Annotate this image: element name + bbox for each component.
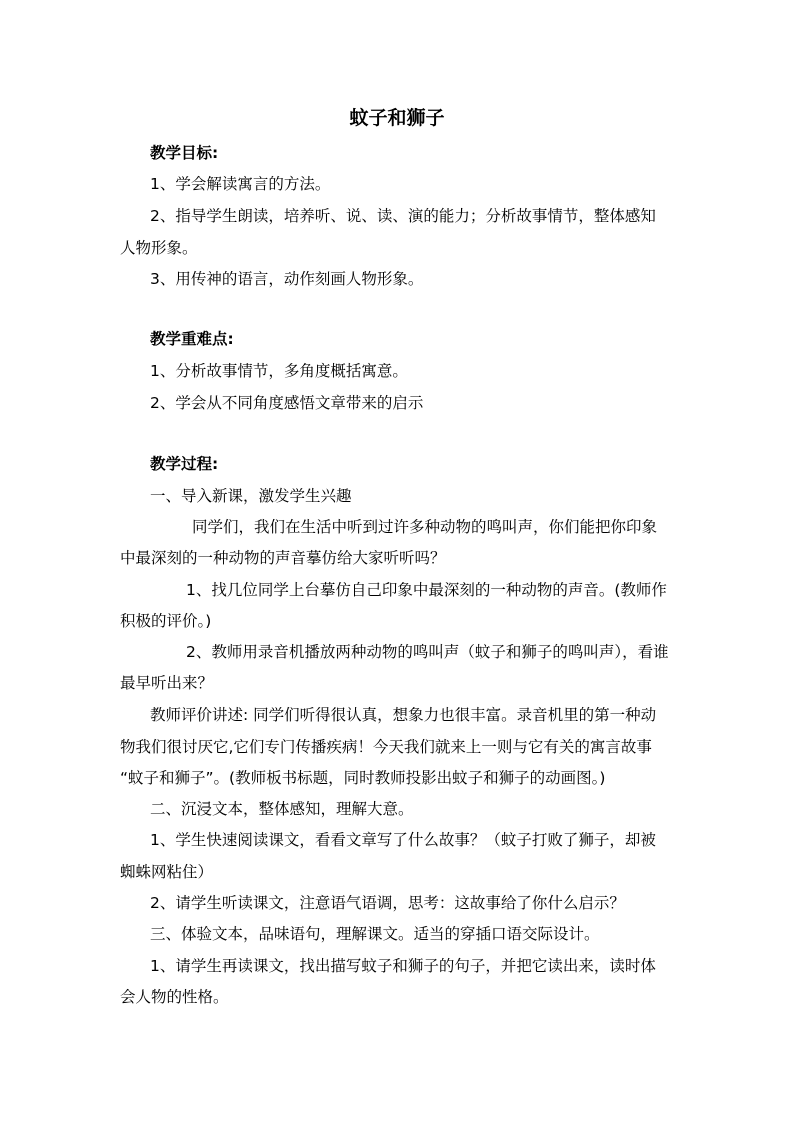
objective-1: 1、学会解读寓言的方法。 [150, 175, 331, 193]
process-heading: 教学过程: [150, 455, 219, 473]
teacher-comment-line-3: “蚊子和狮子”。(教师板书标题，同时教师投影出蚊子和狮子的动画图。) [120, 769, 606, 787]
part-1-step-2-line-1: 2、教师用录音机播放两种动物的鸣叫声（蚊子和狮子的鸣叫声），看谁 [186, 643, 669, 661]
objective-3: 3、用传神的语言，动作刻画人物形象。 [150, 270, 424, 288]
objective-2-line-2: 人物形象。 [120, 239, 198, 257]
part-3-step-1-line-2: 会人物的性格。 [120, 988, 229, 1006]
teacher-comment-line-2: 物我们很讨厌它,它们专门传播疾病！今天我们就来上一则与它有关的寓言故事 [120, 738, 652, 756]
part-2-step-2: 2、请学生听读课文，注意语气语调，思考：这故事给了你什么启示？ [150, 894, 625, 912]
objectives-heading: 教学目标: [150, 144, 219, 162]
part-2-step-1-line-1: 1、学生快速阅读课文，看看文章写了什么故事？（蚊子打败了狮子，却被 [150, 831, 656, 849]
part-1-paragraph-line-1: 同学们，我们在生活中听到过许多种动物的鸣叫声，你们能把你印象 [192, 518, 658, 536]
part-3-step-1-line-1: 1、请学生再读课文，找出描写蚊子和狮子的句子，并把它读出来，读时体 [150, 957, 656, 975]
part-2-title: 二、沉浸文本，整体感知，理解大意。 [150, 800, 414, 818]
objective-2-line-1: 2、指导学生朗读，培养听、说、读、演的能力；分析故事情节，整体感知 [150, 207, 656, 225]
part-1-step-1-line-2: 积极的评价。) [120, 612, 212, 630]
key-point-1: 1、分析故事情节，多角度概括寓意。 [150, 362, 408, 380]
teacher-comment-line-1: 教师评价讲述: 同学们听得很认真，想象力也很丰富。录音机里的第一种动 [150, 706, 657, 724]
key-points-heading: 教学重难点: [150, 330, 234, 348]
part-1-step-1-line-1: 1、找几位同学上台摹仿自己印象中最深刻的一种动物的声音。(教师作 [186, 581, 667, 599]
document-title: 蚊子和狮子 [349, 107, 445, 129]
part-1-title: 一、导入新课，激发学生兴趣 [150, 487, 352, 505]
part-3-title: 三、体验文本，品味语句，理解课文。适当的穿插口语交际设计。 [150, 925, 600, 943]
part-2-step-1-line-2: 蜘蛛网粘住） [120, 863, 214, 881]
key-point-2: 2、学会从不同角度感悟文章带来的启示 [150, 394, 424, 412]
part-1-step-2-line-2: 最早听出来？ [120, 674, 214, 692]
part-1-paragraph-line-2: 中最深刻的一种动物的声音摹仿给大家听听吗？ [120, 549, 446, 567]
